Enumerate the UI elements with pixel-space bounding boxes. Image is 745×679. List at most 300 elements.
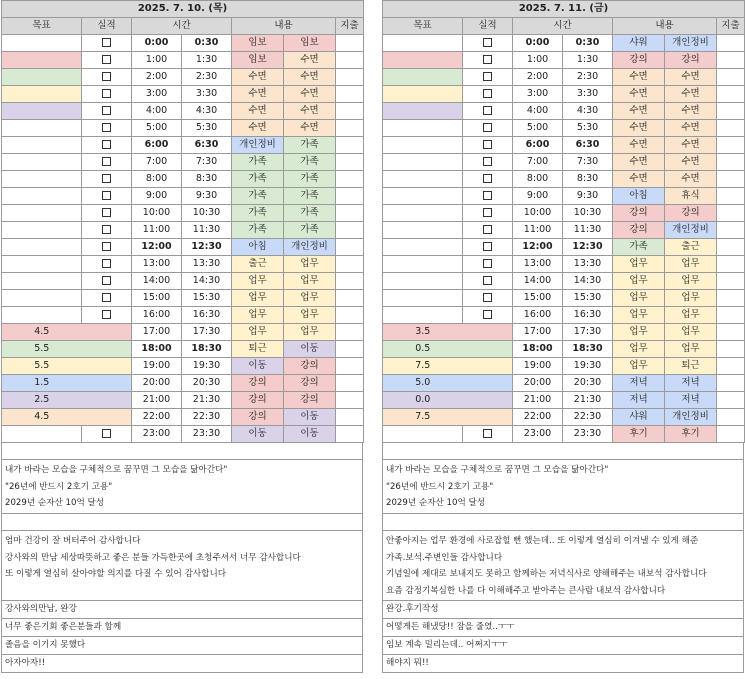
content-first[interactable]: 가족 xyxy=(232,171,284,188)
schedule-row xyxy=(2,273,364,290)
expense-cell[interactable] xyxy=(336,205,364,222)
goal-cell[interactable] xyxy=(2,273,82,290)
checkbox[interactable] xyxy=(102,293,111,302)
content-first[interactable]: 수면 xyxy=(232,86,284,103)
expense-cell[interactable] xyxy=(717,409,745,426)
checkbox[interactable] xyxy=(102,38,111,47)
goal-cell[interactable] xyxy=(2,290,82,307)
content-second[interactable]: 저녁 xyxy=(665,392,717,409)
goal-cell[interactable]: 3.5 xyxy=(383,324,463,341)
content-second[interactable]: 수면 xyxy=(284,120,336,137)
expense-cell[interactable] xyxy=(336,239,364,256)
goal-cell[interactable] xyxy=(383,120,463,137)
checkbox[interactable] xyxy=(483,429,492,438)
checkbox[interactable] xyxy=(102,106,111,115)
expense-cell[interactable] xyxy=(336,409,364,426)
content-first[interactable]: 수면 xyxy=(613,137,665,154)
expense-cell[interactable] xyxy=(336,154,364,171)
time-start: 7:00 xyxy=(513,154,563,171)
goal-cell[interactable]: 4.5 xyxy=(2,324,82,341)
schedule-row xyxy=(383,426,745,443)
time-end: 1:30 xyxy=(182,52,232,69)
time-start: 22:00 xyxy=(513,409,563,426)
content-first[interactable]: 강의 xyxy=(613,52,665,69)
time-end: 3:30 xyxy=(182,86,232,103)
goal-cell[interactable]: 7.5 xyxy=(383,358,463,375)
note-line[interactable] xyxy=(2,601,362,619)
content-second[interactable]: 강의 xyxy=(665,205,717,222)
expense-cell[interactable] xyxy=(336,222,364,239)
note-line[interactable] xyxy=(383,655,743,672)
content-second[interactable]: 저녁 xyxy=(665,375,717,392)
content-first[interactable]: 출근 xyxy=(232,256,284,273)
header-goal: 목표 xyxy=(2,18,82,35)
expense-cell[interactable] xyxy=(717,375,745,392)
expense-cell[interactable] xyxy=(336,256,364,273)
checkbox[interactable] xyxy=(102,208,111,217)
expense-cell[interactable] xyxy=(336,69,364,86)
content-second[interactable]: 수면 xyxy=(284,103,336,120)
gratitude-section[interactable] xyxy=(383,531,743,601)
done-cell xyxy=(463,358,513,375)
done-cell xyxy=(82,35,132,52)
checkbox[interactable] xyxy=(483,38,492,47)
content-second[interactable]: 업무 xyxy=(284,256,336,273)
goal-cell[interactable] xyxy=(2,120,82,137)
expense-cell[interactable] xyxy=(336,324,364,341)
content-second[interactable]: 출근 xyxy=(665,239,717,256)
expense-cell[interactable] xyxy=(717,86,745,103)
content-first[interactable]: 수면 xyxy=(232,120,284,137)
content-first[interactable]: 수면 xyxy=(613,171,665,188)
content-first[interactable]: 후기 xyxy=(613,426,665,443)
goal-cell[interactable] xyxy=(2,52,82,69)
content-second[interactable]: 수면 xyxy=(284,69,336,86)
goal-cell[interactable] xyxy=(383,205,463,222)
checkbox[interactable] xyxy=(483,123,492,132)
time-end: 10:30 xyxy=(182,205,232,222)
expense-cell[interactable] xyxy=(717,290,745,307)
vision-section[interactable] xyxy=(2,460,362,514)
content-first[interactable]: 강의 xyxy=(613,205,665,222)
content-first[interactable]: 수면 xyxy=(613,154,665,171)
notes-area xyxy=(1,443,363,673)
checkbox[interactable] xyxy=(483,259,492,268)
expense-cell[interactable] xyxy=(717,171,745,188)
content-first[interactable]: 업무 xyxy=(232,273,284,290)
content-second[interactable]: 강의 xyxy=(665,52,717,69)
content-first[interactable]: 업무 xyxy=(232,290,284,307)
checkbox[interactable] xyxy=(102,225,111,234)
content-second[interactable]: 업무 xyxy=(284,324,336,341)
note-line[interactable] xyxy=(383,619,743,637)
content-second[interactable]: 수면 xyxy=(284,52,336,69)
time-start: 21:00 xyxy=(132,392,182,409)
content-second[interactable]: 가족 xyxy=(284,222,336,239)
goal-cell[interactable] xyxy=(383,290,463,307)
expense-cell[interactable] xyxy=(336,86,364,103)
content-second[interactable]: 수면 xyxy=(665,137,717,154)
content-second[interactable]: 업무 xyxy=(665,324,717,341)
done-cell xyxy=(463,188,513,205)
time-end: 18:30 xyxy=(563,341,613,358)
expense-cell[interactable] xyxy=(717,35,745,52)
content-first[interactable]: 임보 xyxy=(232,52,284,69)
checkbox[interactable] xyxy=(483,72,492,81)
expense-cell[interactable] xyxy=(336,35,364,52)
checkbox[interactable] xyxy=(483,55,492,64)
done-cell xyxy=(463,222,513,239)
note-text: 아자아자!! xyxy=(5,658,46,668)
time-start: 8:00 xyxy=(132,171,182,188)
expense-cell[interactable] xyxy=(717,103,745,120)
checkbox[interactable] xyxy=(102,72,111,81)
content-first[interactable]: 가족 xyxy=(232,222,284,239)
done-cell xyxy=(82,188,132,205)
expense-cell[interactable] xyxy=(717,137,745,154)
content-second[interactable]: 개인정비 xyxy=(284,239,336,256)
content-first[interactable]: 강의 xyxy=(232,375,284,392)
goal-cell[interactable]: 5.5 xyxy=(2,341,82,358)
content-second[interactable]: 업무 xyxy=(665,341,717,358)
time-end: 12:30 xyxy=(182,239,232,256)
goal-cell[interactable]: 0.5 xyxy=(383,341,463,358)
time-end: 21:30 xyxy=(563,392,613,409)
content-second[interactable]: 업무 xyxy=(665,290,717,307)
goal-cell[interactable]: 0.0 xyxy=(383,392,463,409)
goal-cell[interactable] xyxy=(383,52,463,69)
content-first[interactable]: 수면 xyxy=(232,103,284,120)
goal-cell[interactable]: 5.0 xyxy=(383,375,463,392)
content-first[interactable]: 샤워 xyxy=(613,409,665,426)
content-first[interactable]: 수면 xyxy=(613,103,665,120)
checkbox[interactable] xyxy=(102,89,111,98)
time-end: 2:30 xyxy=(563,69,613,86)
checkbox[interactable] xyxy=(483,174,492,183)
expense-cell[interactable] xyxy=(717,273,745,290)
expense-cell[interactable] xyxy=(717,392,745,409)
goal-cell[interactable] xyxy=(2,239,82,256)
checkbox[interactable] xyxy=(102,157,111,166)
content-first[interactable]: 수면 xyxy=(613,69,665,86)
expense-cell[interactable] xyxy=(336,120,364,137)
expense-cell[interactable] xyxy=(717,324,745,341)
content-second[interactable]: 강의 xyxy=(284,375,336,392)
time-start: 12:00 xyxy=(513,239,563,256)
expense-cell[interactable] xyxy=(336,392,364,409)
goal-cell[interactable] xyxy=(2,35,82,52)
content-second[interactable]: 이동 xyxy=(284,341,336,358)
content-first[interactable]: 가족 xyxy=(613,239,665,256)
goal-cell[interactable] xyxy=(383,137,463,154)
content-first[interactable]: 저녁 xyxy=(613,375,665,392)
expense-cell[interactable] xyxy=(336,290,364,307)
expense-cell[interactable] xyxy=(717,52,745,69)
expense-cell[interactable] xyxy=(336,358,364,375)
expense-cell[interactable] xyxy=(717,239,745,256)
note-line[interactable] xyxy=(2,655,362,672)
expense-cell[interactable] xyxy=(717,69,745,86)
time-end: 6:30 xyxy=(182,137,232,154)
notes-spacer xyxy=(383,443,743,460)
checkbox[interactable] xyxy=(102,123,111,132)
time-end: 12:30 xyxy=(563,239,613,256)
goal-cell[interactable] xyxy=(383,171,463,188)
expense-cell[interactable] xyxy=(336,341,364,358)
time-end: 23:30 xyxy=(563,426,613,443)
schedule-row xyxy=(383,256,745,273)
note-line[interactable] xyxy=(383,601,743,619)
content-second[interactable]: 수면 xyxy=(284,86,336,103)
time-end: 14:30 xyxy=(182,273,232,290)
content-second[interactable]: 후기 xyxy=(665,426,717,443)
content-first[interactable]: 수면 xyxy=(613,86,665,103)
note-line[interactable] xyxy=(2,637,362,655)
content-first[interactable]: 업무 xyxy=(613,307,665,324)
checkbox[interactable] xyxy=(102,242,111,251)
time-start: 15:00 xyxy=(513,290,563,307)
schedule-row xyxy=(383,409,745,426)
expense-cell[interactable] xyxy=(336,137,364,154)
content-second[interactable]: 수면 xyxy=(665,86,717,103)
expense-cell[interactable] xyxy=(717,426,745,443)
content-second[interactable]: 이동 xyxy=(284,409,336,426)
expense-cell[interactable] xyxy=(336,103,364,120)
expense-cell[interactable] xyxy=(717,341,745,358)
content-second[interactable]: 수면 xyxy=(665,69,717,86)
content-first[interactable]: 업무 xyxy=(613,273,665,290)
expense-cell[interactable] xyxy=(336,307,364,324)
content-second[interactable]: 강의 xyxy=(284,392,336,409)
goal-cell[interactable] xyxy=(383,103,463,120)
content-second[interactable]: 업무 xyxy=(284,273,336,290)
content-first[interactable]: 저녁 xyxy=(613,392,665,409)
content-first[interactable]: 이동 xyxy=(232,358,284,375)
checkbox[interactable] xyxy=(483,157,492,166)
goal-cell[interactable] xyxy=(383,69,463,86)
content-second[interactable]: 업무 xyxy=(665,273,717,290)
expense-cell[interactable] xyxy=(717,358,745,375)
expense-cell[interactable] xyxy=(717,188,745,205)
gratitude-section[interactable] xyxy=(2,531,362,601)
content-second[interactable]: 개인정비 xyxy=(665,35,717,52)
content-second[interactable]: 퇴근 xyxy=(665,358,717,375)
goal-cell[interactable] xyxy=(383,239,463,256)
header-goal: 목표 xyxy=(383,18,463,35)
content-first[interactable]: 업무 xyxy=(613,358,665,375)
goal-cell[interactable] xyxy=(383,222,463,239)
checkbox[interactable] xyxy=(102,55,111,64)
content-first[interactable]: 수면 xyxy=(232,69,284,86)
content-second[interactable]: 임보 xyxy=(284,35,336,52)
goal-cell[interactable] xyxy=(2,171,82,188)
expense-cell[interactable] xyxy=(336,52,364,69)
content-second[interactable]: 업무 xyxy=(284,290,336,307)
expense-cell[interactable] xyxy=(717,120,745,137)
time-start: 2:00 xyxy=(132,69,182,86)
checkbox[interactable] xyxy=(483,276,492,285)
checkbox[interactable] xyxy=(102,191,111,200)
checkbox[interactable] xyxy=(483,191,492,200)
expense-cell[interactable] xyxy=(717,307,745,324)
goal-cell[interactable] xyxy=(2,188,82,205)
schedule-row xyxy=(2,171,364,188)
content-first[interactable]: 임보 xyxy=(232,35,284,52)
checkbox[interactable] xyxy=(483,208,492,217)
done-cell xyxy=(82,341,132,358)
content-first[interactable]: 강의 xyxy=(232,409,284,426)
expense-cell[interactable] xyxy=(336,375,364,392)
content-second[interactable]: 강의 xyxy=(284,358,336,375)
date-title: 2025. 7. 10. (목) xyxy=(2,1,364,18)
goal-cell[interactable]: 4.5 xyxy=(2,409,82,426)
goal-cell[interactable] xyxy=(383,273,463,290)
content-first[interactable]: 강의 xyxy=(613,222,665,239)
content-second[interactable]: 가족 xyxy=(284,171,336,188)
expense-cell[interactable] xyxy=(717,154,745,171)
content-first[interactable]: 가족 xyxy=(232,205,284,222)
goal-cell[interactable] xyxy=(383,307,463,324)
content-second[interactable]: 수면 xyxy=(665,154,717,171)
content-first[interactable]: 퇴근 xyxy=(232,341,284,358)
goal-cell[interactable] xyxy=(383,154,463,171)
content-second[interactable]: 가족 xyxy=(284,137,336,154)
expense-cell[interactable] xyxy=(336,426,364,443)
done-cell xyxy=(82,103,132,120)
content-second[interactable]: 가족 xyxy=(284,154,336,171)
goal-cell[interactable]: 5.5 xyxy=(2,358,82,375)
content-second[interactable]: 개인정비 xyxy=(665,409,717,426)
checkbox[interactable] xyxy=(483,106,492,115)
done-cell xyxy=(463,273,513,290)
expense-cell[interactable] xyxy=(717,205,745,222)
goal-cell[interactable] xyxy=(2,154,82,171)
content-second[interactable]: 개인정비 xyxy=(665,222,717,239)
goal-cell[interactable] xyxy=(383,86,463,103)
goal-cell[interactable] xyxy=(2,103,82,120)
content-second[interactable]: 가족 xyxy=(284,188,336,205)
goal-cell[interactable] xyxy=(383,35,463,52)
header-done: 실적 xyxy=(463,18,513,35)
expense-cell[interactable] xyxy=(336,273,364,290)
goal-cell[interactable] xyxy=(2,137,82,154)
time-start: 23:00 xyxy=(132,426,182,443)
schedule-row xyxy=(383,171,745,188)
content-second[interactable]: 업무 xyxy=(665,256,717,273)
vision-section[interactable] xyxy=(383,460,743,514)
goal-cell[interactable] xyxy=(383,256,463,273)
schedule-row xyxy=(383,137,745,154)
schedule-row xyxy=(2,239,364,256)
note-line[interactable] xyxy=(2,619,362,637)
checkbox[interactable] xyxy=(483,225,492,234)
goal-cell[interactable] xyxy=(2,426,82,443)
checkbox[interactable] xyxy=(102,429,111,438)
content-second[interactable]: 휴식 xyxy=(665,188,717,205)
note-text: 임보 계속 밀리는데.. 어쩌지ㅜㅜ xyxy=(386,640,508,650)
header-time: 시간 xyxy=(132,18,232,35)
goal-cell[interactable] xyxy=(383,426,463,443)
content-first[interactable]: 업무 xyxy=(613,256,665,273)
goal-cell[interactable]: 1.5 xyxy=(2,375,82,392)
expense-cell[interactable] xyxy=(717,222,745,239)
checkbox[interactable] xyxy=(483,140,492,149)
notes-spacer xyxy=(2,443,362,460)
content-second[interactable]: 수면 xyxy=(665,103,717,120)
expense-cell[interactable] xyxy=(717,256,745,273)
done-cell xyxy=(82,307,132,324)
checkbox[interactable] xyxy=(102,259,111,268)
time-start: 19:00 xyxy=(132,358,182,375)
content-first[interactable]: 업무 xyxy=(613,290,665,307)
schedule-row xyxy=(383,273,745,290)
checkbox[interactable] xyxy=(102,310,111,319)
content-first[interactable]: 아침 xyxy=(232,239,284,256)
content-first[interactable]: 업무 xyxy=(232,307,284,324)
goal-cell[interactable] xyxy=(2,86,82,103)
expense-cell[interactable] xyxy=(336,188,364,205)
checkbox[interactable] xyxy=(483,242,492,251)
content-first[interactable]: 업무 xyxy=(613,324,665,341)
checkbox[interactable] xyxy=(102,174,111,183)
content-second[interactable]: 가족 xyxy=(284,205,336,222)
checkbox[interactable] xyxy=(102,140,111,149)
content-first[interactable]: 샤워 xyxy=(613,35,665,52)
goal-cell[interactable] xyxy=(2,69,82,86)
schedule-row xyxy=(383,307,745,324)
content-first[interactable]: 가족 xyxy=(232,154,284,171)
content-second[interactable]: 이동 xyxy=(284,426,336,443)
goal-cell[interactable] xyxy=(2,222,82,239)
done-cell xyxy=(463,392,513,409)
done-cell xyxy=(82,324,132,341)
content-second[interactable]: 업무 xyxy=(665,307,717,324)
content-first[interactable]: 업무 xyxy=(232,324,284,341)
note-text: 어떻게든 해냈당!! 잠을 줄였..ㅜㅜ xyxy=(386,622,515,632)
content-second[interactable]: 수면 xyxy=(665,120,717,137)
content-first[interactable]: 가족 xyxy=(232,188,284,205)
content-first[interactable]: 수면 xyxy=(613,120,665,137)
time-end: 22:30 xyxy=(563,409,613,426)
checkbox[interactable] xyxy=(102,276,111,285)
content-second[interactable]: 업무 xyxy=(284,307,336,324)
note-line[interactable] xyxy=(383,637,743,655)
gratitude-line: 안좋아지는 업무 환경에 사로잡힐 뻔 했는데.. 또 이렇게 열심히 이겨낼 수 있게 해준 xyxy=(386,536,699,546)
goal-cell[interactable]: 7.5 xyxy=(383,409,463,426)
checkbox[interactable] xyxy=(483,89,492,98)
goal-cell[interactable] xyxy=(2,307,82,324)
content-second[interactable]: 수면 xyxy=(665,171,717,188)
goal-cell[interactable]: 2.5 xyxy=(2,392,82,409)
checkbox[interactable] xyxy=(483,293,492,302)
content-first[interactable]: 업무 xyxy=(613,341,665,358)
schedule-row xyxy=(383,52,745,69)
content-first[interactable]: 아침 xyxy=(613,188,665,205)
content-first[interactable]: 이동 xyxy=(232,426,284,443)
done-cell xyxy=(82,375,132,392)
goal-cell[interactable] xyxy=(2,205,82,222)
checkbox[interactable] xyxy=(483,310,492,319)
content-first[interactable]: 개인정비 xyxy=(232,137,284,154)
time-start: 6:00 xyxy=(513,137,563,154)
time-start: 13:00 xyxy=(513,256,563,273)
vision-line: 2029년 순자산 10억 달성 xyxy=(386,498,486,508)
goal-cell[interactable] xyxy=(383,188,463,205)
expense-cell[interactable] xyxy=(336,171,364,188)
schedule-row xyxy=(383,86,745,103)
content-first[interactable]: 강의 xyxy=(232,392,284,409)
goal-cell[interactable] xyxy=(2,256,82,273)
